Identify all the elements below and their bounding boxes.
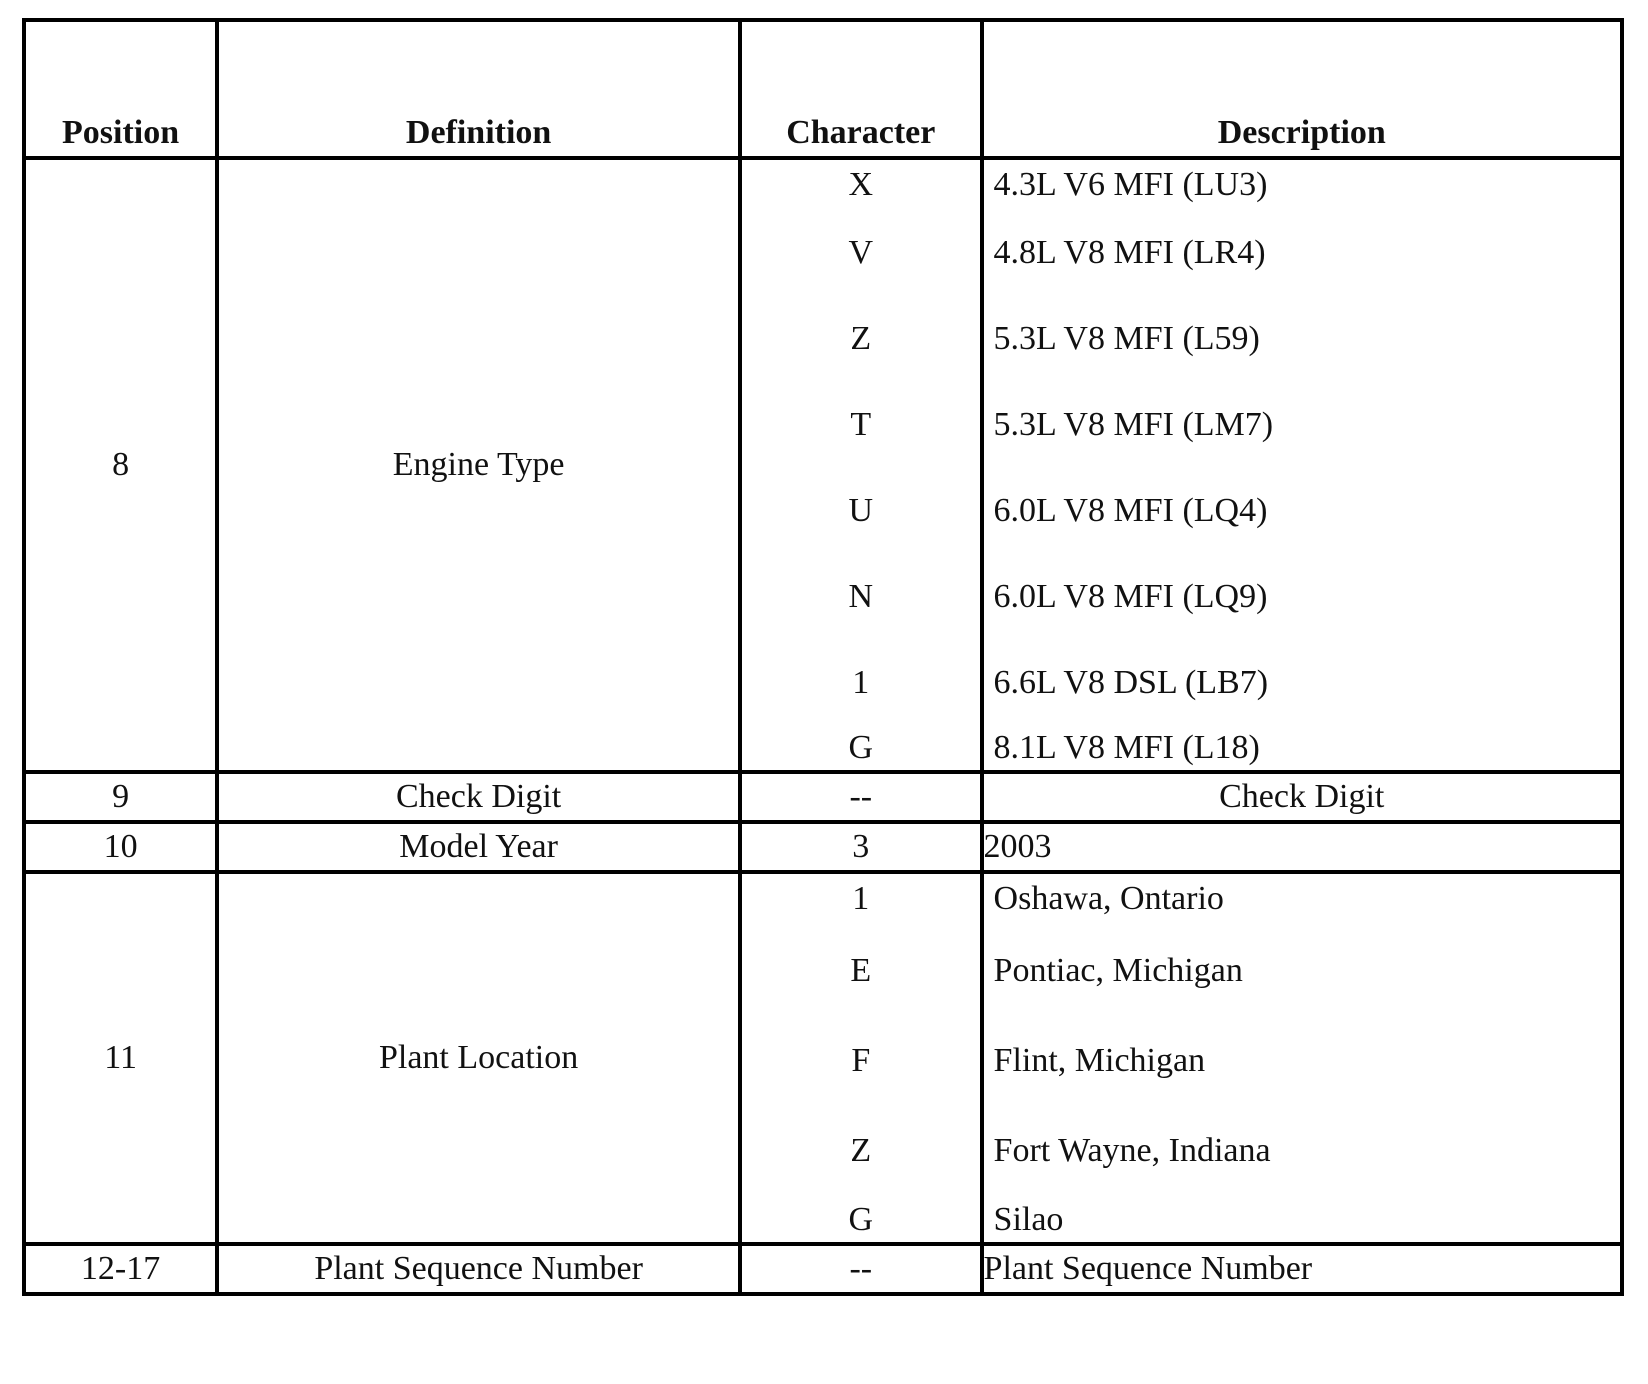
description-value: Oshawa, Ontario <box>993 880 1224 917</box>
position-cell: 9 <box>24 772 217 822</box>
table-row-plant-location <box>24 872 1622 1244</box>
position-cell: 12-17 <box>24 1244 217 1294</box>
position-cell: 11 <box>24 872 217 1244</box>
description-value: Fort Wayne, Indiana <box>993 1132 1271 1169</box>
description-value: 5.3L V8 MFI (LM7) <box>993 406 1274 443</box>
table-row-check-digit <box>24 772 1622 822</box>
description-value: 4.3L V6 MFI (LU3) <box>993 166 1268 203</box>
description-value: Pontiac, Michigan <box>993 952 1243 989</box>
description-value: 6.6L V8 DSL (LB7) <box>993 664 1269 701</box>
table-row-sequence <box>24 1244 1622 1294</box>
header-description: Description <box>982 20 1622 158</box>
description-value: 8.1L V8 MFI (L18) <box>993 729 1260 766</box>
description-value: 6.0L V8 MFI (LQ4) <box>993 492 1268 529</box>
character-value: X <box>848 166 874 203</box>
character-cell: -- <box>740 1244 981 1294</box>
description-value: 4.8L V8 MFI (LR4) <box>993 234 1266 271</box>
character-cell <box>740 872 981 1244</box>
description-value: 6.0L V8 MFI (LQ9) <box>993 578 1268 615</box>
description-cell: Check Digit <box>982 772 1622 822</box>
description-value: Flint, Michigan <box>993 1042 1206 1079</box>
character-value: 1 <box>852 664 870 701</box>
position-cell: 8 <box>24 158 217 772</box>
character-value: Z <box>850 320 872 357</box>
header-row <box>24 20 1622 158</box>
character-value: E <box>850 952 872 989</box>
description-cell <box>982 872 1622 1244</box>
header-definition: Definition <box>217 20 740 158</box>
position-cell: 10 <box>24 822 217 872</box>
character-value: Z <box>850 1132 872 1169</box>
character-value: G <box>848 1201 874 1238</box>
table-row-engine <box>24 158 1622 772</box>
description-value: Silao <box>993 1201 1064 1238</box>
header-character: Character <box>740 20 981 158</box>
header-position: Position <box>24 20 217 158</box>
definition-cell: Check Digit <box>217 772 740 822</box>
character-value: T <box>850 406 872 443</box>
definition-cell: Engine Type <box>217 158 740 772</box>
character-cell <box>740 158 981 772</box>
character-cell: -- <box>740 772 981 822</box>
character-value: N <box>848 578 874 615</box>
character-value: 1 <box>852 880 870 917</box>
vin-decoder-table <box>22 18 1624 1296</box>
character-cell: 3 <box>740 822 981 872</box>
description-cell: 2003 <box>982 822 1622 872</box>
table-row-model-year <box>24 822 1622 872</box>
character-value: V <box>848 234 874 271</box>
description-value: 5.3L V8 MFI (L59) <box>993 320 1260 357</box>
definition-cell: Plant Sequence Number <box>217 1244 740 1294</box>
character-value: U <box>848 492 874 529</box>
character-value: G <box>848 729 874 766</box>
description-cell: Plant Sequence Number <box>982 1244 1622 1294</box>
definition-cell: Model Year <box>217 822 740 872</box>
description-cell <box>982 158 1622 772</box>
character-value: F <box>851 1042 871 1079</box>
definition-cell: Plant Location <box>217 872 740 1244</box>
